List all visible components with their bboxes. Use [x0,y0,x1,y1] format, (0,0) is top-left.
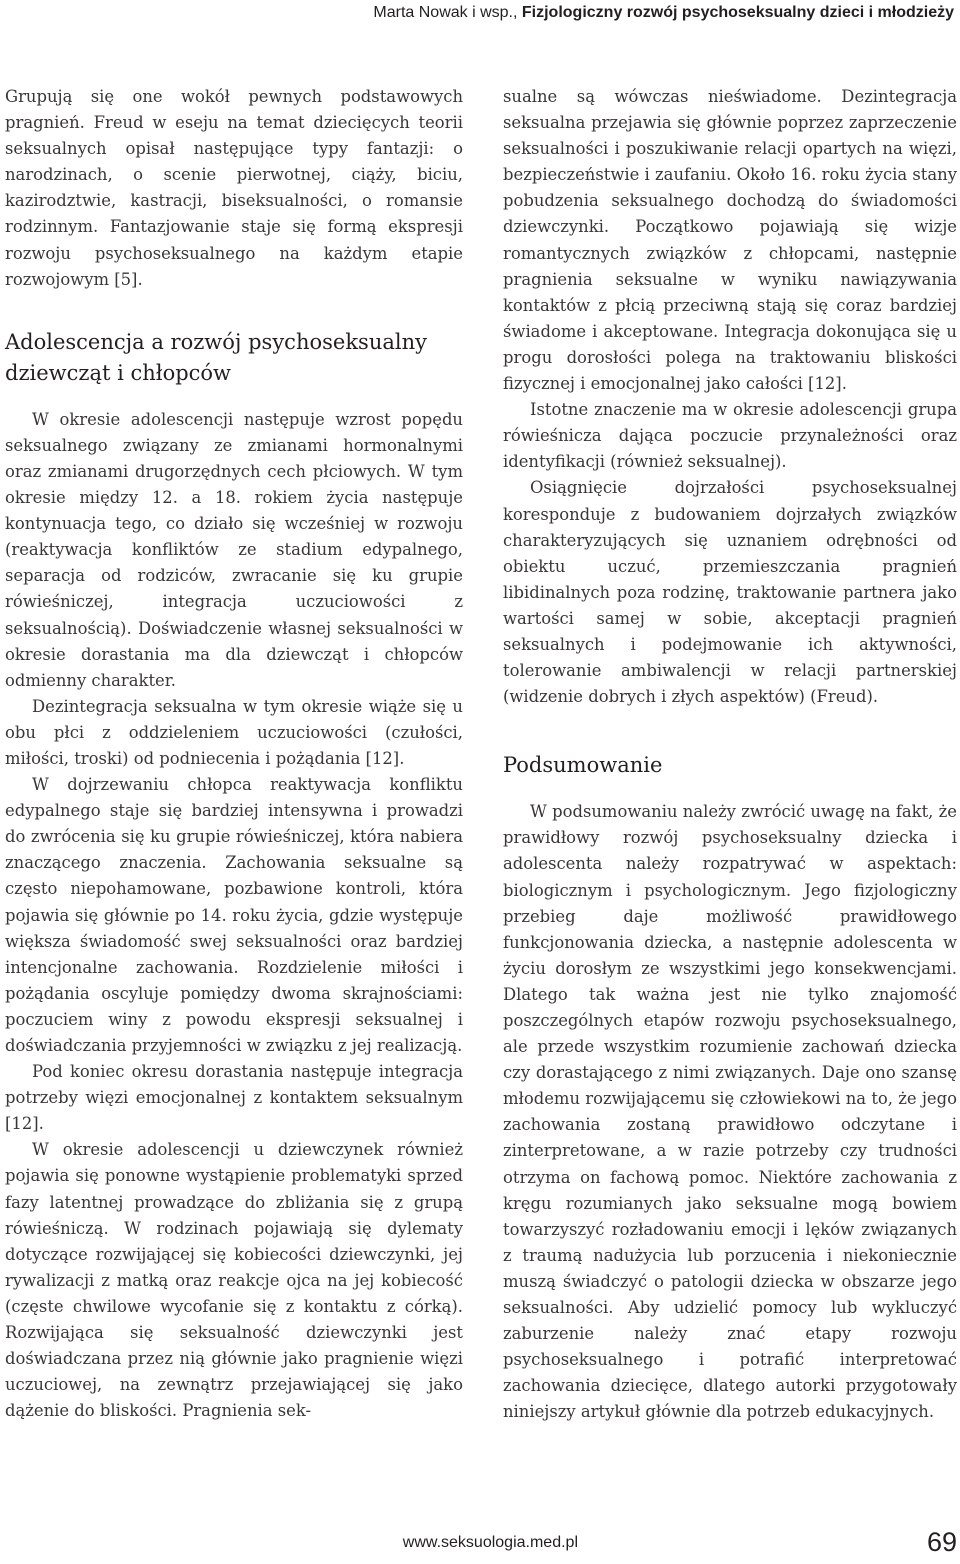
paragraph-girls: W okresie adolescencji u dziewczynek również pojawia się ponowne wystąpienie problematyki sprzed fazy latentnej prowadzące do zbliżania się z grupą rówieśniczą. W rodzinach pojawiają się dylematy dotyczące rozwijającej się kobiecości dziewczynki, jej rywalizacji z matką oraz reakcje ojca na jej kobiecość (częste chwilowe wycofanie się z kontaktu z córką). Rozwijająca się seksualność dziewczynki jest doświadczana przez nią głównie jako pragnienie więzi uczuciowej, na zewnątrz przejawiającej się jako dążenie do bliskości. Pragnienia sek- [5,1140,463,1421]
paragraph-fantasies: Grupują się one wokół pewnych podstawowych pragnień. Freud w eseju na temat dziecięcych teorii seksualnych opisał następujące typy fantazji: o narodzinach, o scenie pierwotnej, ciąży, biciu, kazirodztwie, kastracji, biseksualności, o romansie rodzinnym. Fantazjowanie staje się formą ekspresji rozwoju psychoseksualnego na każdym etapie rozwojowym [5]. [5,87,463,289]
section-heading-summary: Podsumowanie [503,753,663,778]
left-column [5,84,463,1424]
footer-url: www.seksuologia.med.pl [402,1534,578,1551]
paragraph-maturity: Osiągnięcie dojrzałości psychoseksualnej koresponduje z budowaniem dojrzałych związków charakteryzujących się uznaniem odrębności od obiektu uczuć, przemieszczania pragnień libidinalnych poza rodzinę, traktowanie partnera jako wartości samej w sobie, akceptacji pragnień seksualnych i podejmowanie ich aktywności, tolerowanie ambiwalencji w relacji partnerskiej (widzenie dobrych i złych aspektów) (Freud). [503,478,957,707]
header-article-title: Fizjologiczny rozwój psychoseksualny dzieci i młodzieży [521,4,954,21]
page-number: 69 [926,1527,957,1557]
paragraph-integration: Pod koniec okresu dorastania następuje integracja potrzeby więzi emocjonalnej z kontaktem seksualnym [12]. [5,1062,463,1134]
header-authors: Marta Nowak i wsp., [373,4,518,21]
paragraph-disintegration: Dezintegracja seksualna w tym okresie wiąże się u obu płci z oddzieleniem uczuciowości (czułości, miłości, troski) od podniecenia i pożądania [12]. [5,696,463,768]
page-footer [0,1504,960,1564]
section-heading-adolescence: Adolescencja a rozwój psychoseksualny dziewcząt i chłopców [5,329,427,385]
running-header [373,4,954,22]
paragraph-boys: W dojrzewaniu chłopca reaktywacja konfliktu edypalnego staje się bardziej intensywna i prowadzi do zwrócenia się ku grupie rówieśniczej, która nabiera znaczącego znaczenia. Zachowania seksualne są często niepohamowane, pozbawione kontroli, która pojawia się głównie po 14. roku życia, gdzie występuje większa świadomość swej seksualności oraz bardziej intencjonalne zachowania. Rozdzielenie miłości i pożądania oscyluje pomiędzy dwoma skrajnościami: poczuciem winy z powodu ekspresji seksualnej i doświadczania przyjemności w związku z jej realizacją. [5,775,463,1055]
right-column [503,84,957,1426]
paragraph-girls-continued: sualne są wówczas nieświadome. Dezintegracja seksualna przejawia się głównie poprzez zaprzeczenie seksualności i poszukiwanie relacji opartych na więzi, bezpieczeństwie i zaufaniu. Około 16. roku życia stany pobudzenia seksualnego dochodzą do świadomości dziewczynki. Początkowo pojawiają się wizje romantycznych związków z chłopcami, następnie pragnienia seksualne w wyniku nawiązywania kontaktów z płcią przeciwną stają się coraz bardziej świadome i akceptowane. Integracja dokonująca się u progu dorosłości polega na traktowaniu bliskości fizycznej i emocjonalnej jako całości [12]. [503,87,957,394]
paragraph-adolescence-intro: W okresie adolescencji następuje wzrost popędu seksualnego związany ze zmianami hormonalnymi oraz zmianami drugorzędnych cech płciowych. W tym okresie między 12. a 18. rokiem życia następuje kontynuacja tego, co działo się wcześniej w rozwoju (reaktywacja konfliktów ze stadium edypalnego, separacja od rodziców, zwracanie się ku grupie rówieśniczej, integracja uczuciowości z seksualnością). Doświadczenie własnej seksualności w okresie dorastania ma dla dziewcząt i chłopców odmienny charakter. [5,409,463,690]
paragraph-summary: W podsumowaniu należy zwrócić uwagę na fakt, że prawidłowy rozwój psychoseksualny dziecka i adolescenta należy rozpatrywać w aspektach: biologicznym i psychologicznym. Jego fizjologiczny przebieg daje możliwość prawidłowego funkcjonowania dziecka, a następnie adolescenta w życiu dorosłym ze wszystkimi jego konsekwencjami. Dlatego tak ważna jest nie tylko znajomość poszczególnych etapów rozwoju psychoseksualnego, ale przede wszystkim rozumienie zachowań dziecka czy dorastającego z nimi związanych. Daje ono szansę młodemu rozwijającemu się człowiekowi na to, że jego zachowania zostaną prawidłowo odczytane i zinterpretowane, a w razie potrzeby czy trudności otrzyma on fachową pomoc. Niektóre zachowania z kręgu rozumianych jako seksualne mogą bowiem towarzyszyć rozładowaniu emocji i lęków związanych z traumą nadużycia lub porzucenia i niekoniecznie muszą świadczyć o patologii dziecka w obszarze jego seksualności. Aby udzielić pomocy lub wykluczyć zaburzenie należy znać etapy rozwoju psychoseksualnego i potrafić interpretować zachowania dziecięce, dlatego autorki przygotowały niniejszy artykuł głównie dla potrzeb edukacyjnych. [503,802,957,1422]
paragraph-peer-group: Istotne znaczenie ma w okresie adolescencji grupa rówieśnicza dająca poczucie przynależności oraz identyfikacji (również seksualnej). [503,400,957,472]
